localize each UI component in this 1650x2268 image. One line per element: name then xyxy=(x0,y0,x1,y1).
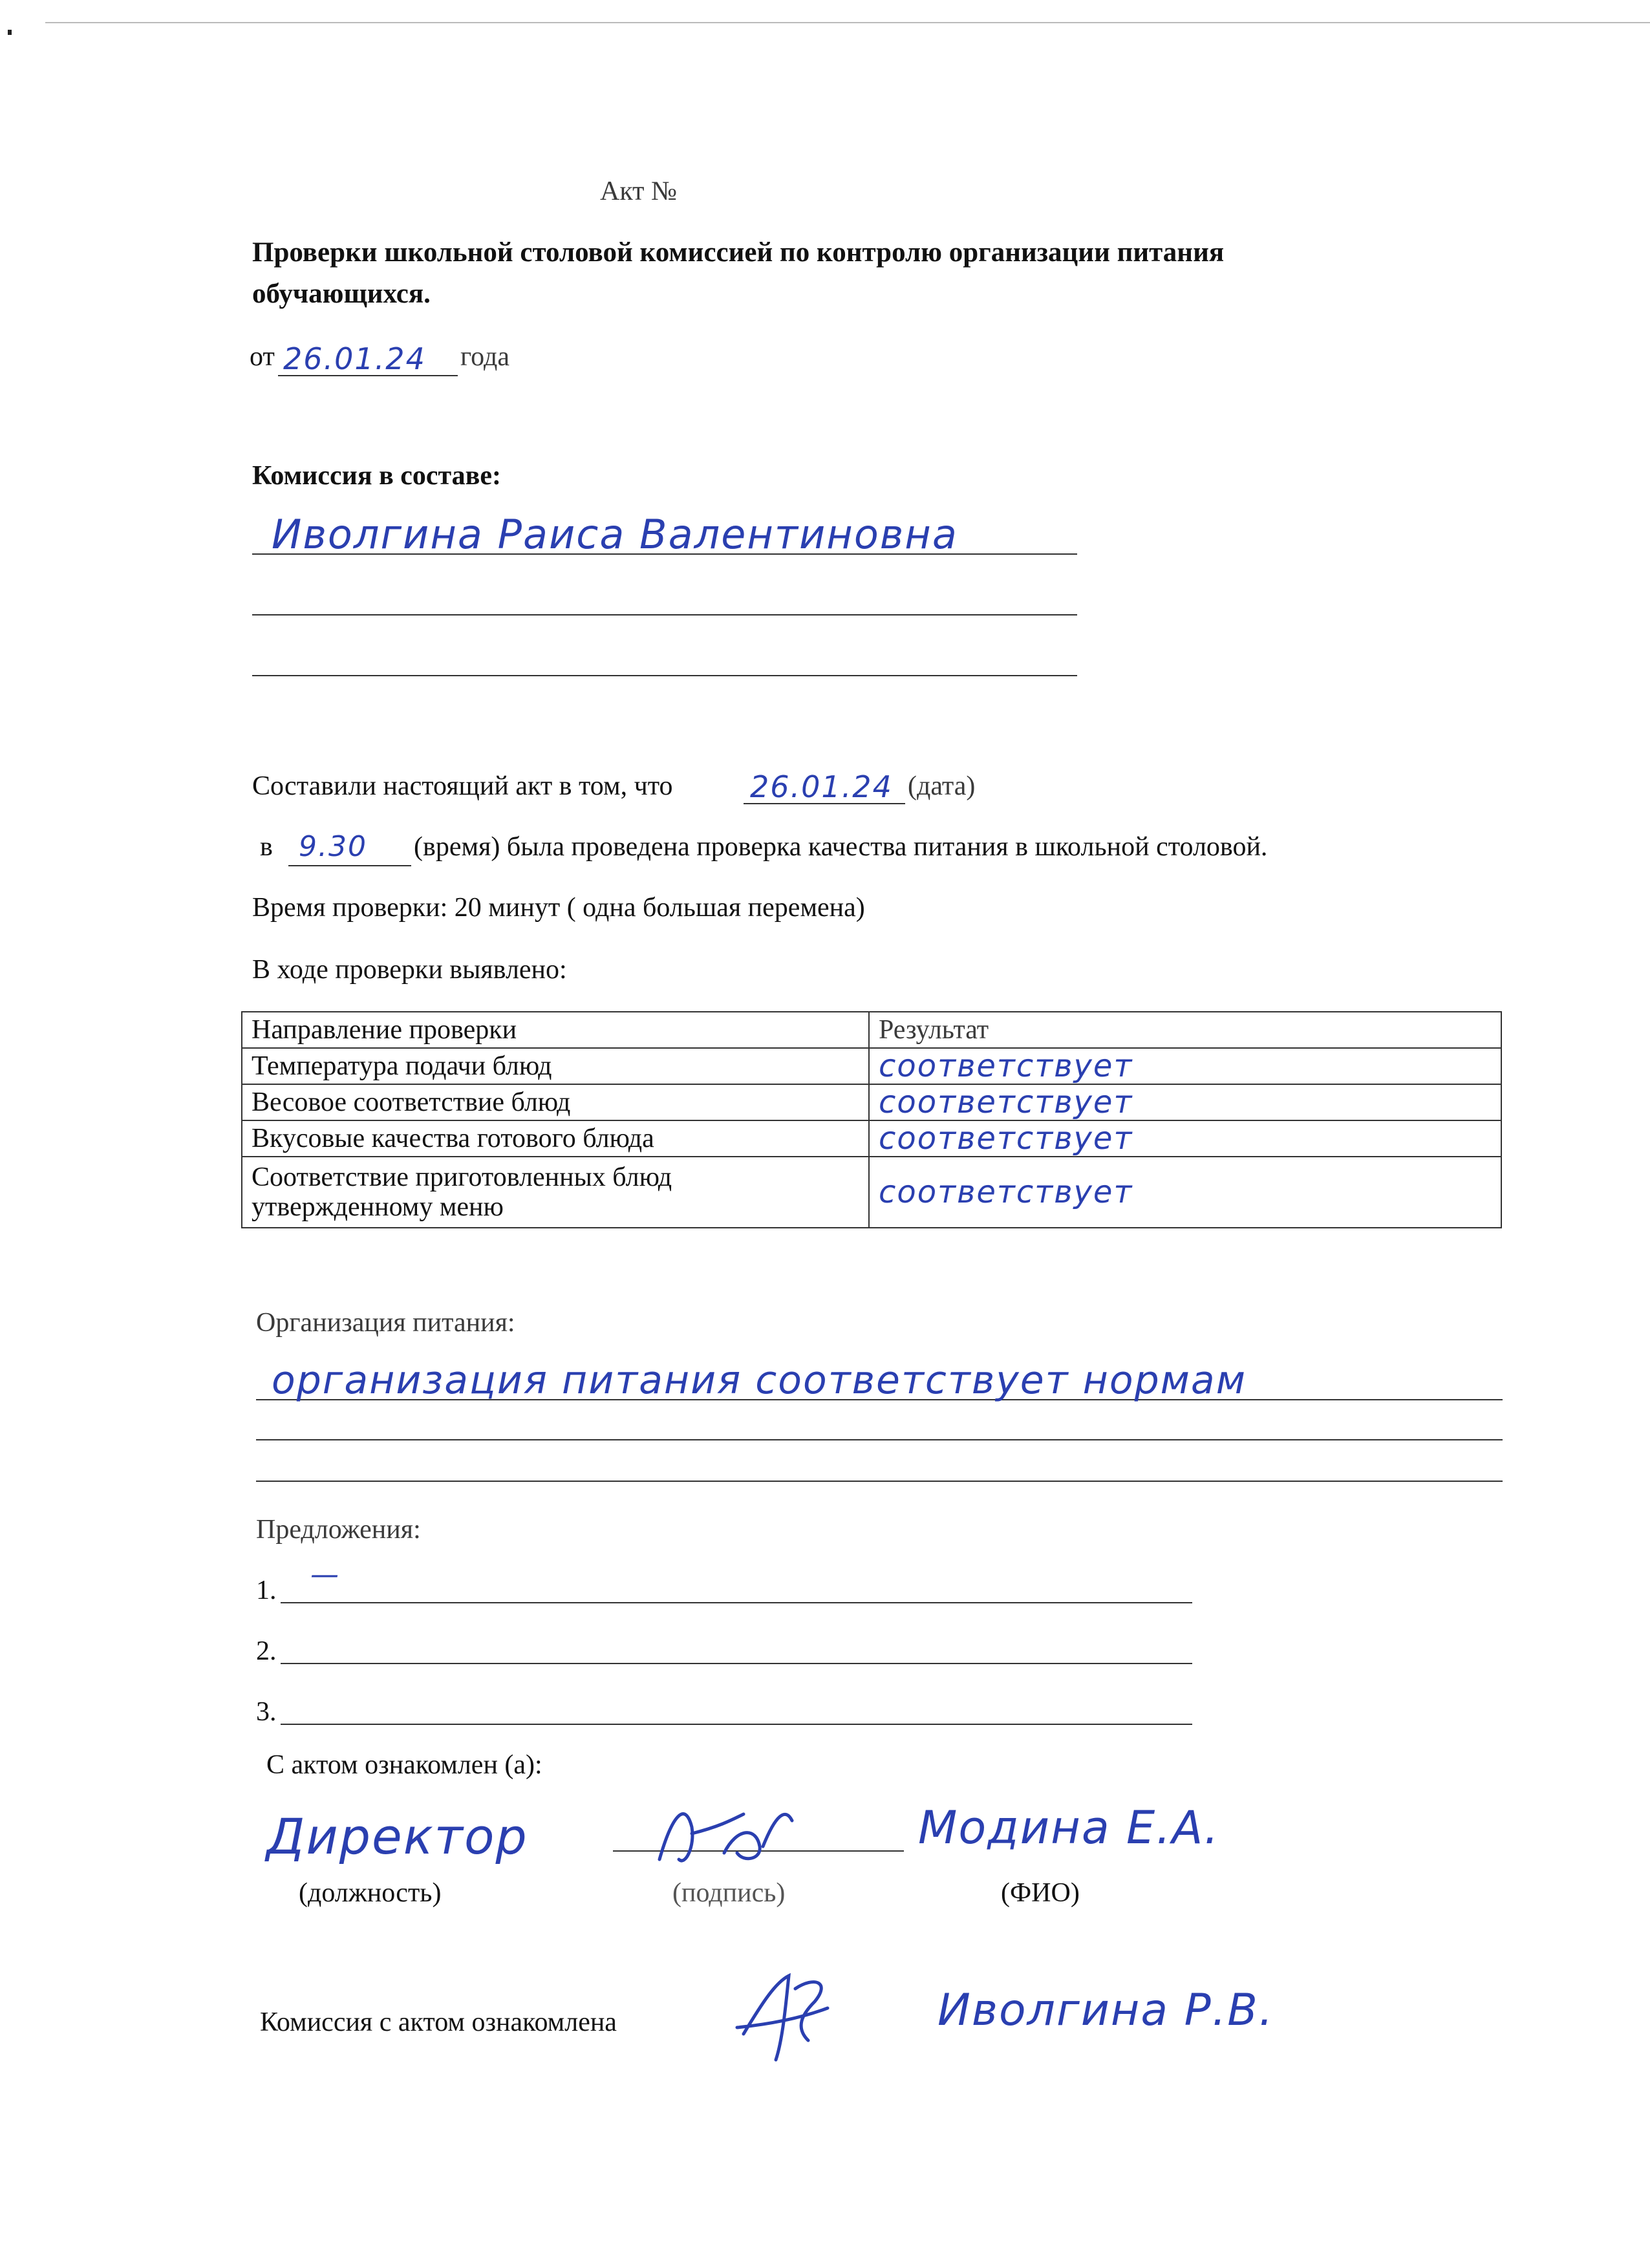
acquainted-label: С актом ознакомлен (а): xyxy=(266,1750,542,1780)
table-header-direction: Направление проверки xyxy=(242,1012,869,1048)
organization-label: Организация питания: xyxy=(256,1308,515,1338)
proposal-number: 2. xyxy=(256,1636,277,1666)
table-header-row xyxy=(242,1012,1501,1048)
commission-line-2 xyxy=(252,614,1077,615)
organization-handwritten: организация питания соответствует нормам xyxy=(272,1358,1247,1403)
commission-label: Комиссия в составе: xyxy=(252,461,501,491)
time-prefix: в xyxy=(260,832,273,862)
table-cell-item: Вкусовые качества готового блюда xyxy=(242,1120,869,1157)
organization-line-2 xyxy=(256,1439,1503,1440)
table-cell-item-line1: Соответствие приготовленных блюд xyxy=(252,1162,672,1192)
compiled-prefix: Составили настоящий акт в том, что xyxy=(252,771,673,801)
findings-table xyxy=(241,1011,1502,1228)
proposal-line xyxy=(281,1663,1192,1664)
time-underline xyxy=(288,865,411,866)
table-cell-item: Температура подачи блюд xyxy=(242,1048,869,1084)
signer-position-handwritten: Директор xyxy=(266,1808,528,1865)
date-handwritten: 26.01.24 xyxy=(283,341,426,376)
compiled-date-underline xyxy=(744,803,905,804)
act-subtitle-line1: Проверки школьной столовой комиссией по контролю организации питания xyxy=(252,237,1225,268)
signer-name-handwritten: Модина Е.А. xyxy=(918,1801,1220,1854)
proposals-label: Предложения: xyxy=(256,1515,421,1545)
table-row xyxy=(242,1120,1501,1157)
compiled-date-suffix: (дата) xyxy=(908,771,976,801)
findings-label: В ходе проверки выявлено: xyxy=(252,955,567,985)
caption-name: (ФИО) xyxy=(1001,1878,1080,1908)
check-duration: Время проверки: 20 минут ( одна большая перемена) xyxy=(252,893,865,923)
commission-line-3 xyxy=(252,675,1077,676)
commission-signature-mark xyxy=(718,1963,847,2073)
table-cell-result: соответствует xyxy=(879,1084,1133,1120)
commission-member-1: Иволгина Раиса Валентиновна xyxy=(272,511,958,558)
table-cell-item: Весовое соответствие блюд xyxy=(242,1084,869,1120)
proposal-handwritten: — xyxy=(310,1558,340,1591)
date-suffix: года xyxy=(460,342,509,372)
commission-ack-name-handwritten: Иволгина Р.В. xyxy=(938,1985,1274,2036)
table-row xyxy=(242,1048,1501,1084)
caption-signature: (подпись) xyxy=(672,1878,786,1908)
commission-ack-label: Комиссия с актом ознакомлена xyxy=(260,2007,617,2037)
date-prefix: от xyxy=(250,342,275,372)
act-title: Акт № xyxy=(600,177,678,206)
director-signature-mark xyxy=(647,1788,802,1879)
act-subtitle-line2: обучающихся. xyxy=(252,279,431,309)
table-cell-item xyxy=(242,1157,869,1228)
scan-top-edge xyxy=(45,22,1650,23)
scan-corner-mark xyxy=(8,30,12,35)
table-cell-result: соответствует xyxy=(879,1047,1133,1084)
time-handwritten: 9.30 xyxy=(299,830,367,863)
table-row xyxy=(242,1084,1501,1120)
table-header-result: Результат xyxy=(869,1012,1501,1048)
table-row xyxy=(242,1157,1501,1228)
proposal-number: 3. xyxy=(256,1697,277,1727)
proposal-number: 1. xyxy=(256,1576,277,1605)
organization-line-3 xyxy=(256,1481,1503,1482)
compiled-date-handwritten: 26.01.24 xyxy=(750,769,893,804)
table-cell-item-line2: утвержденному меню xyxy=(252,1192,504,1222)
time-suffix: (время) была проведена проверка качества питания в школьной столовой. xyxy=(414,832,1268,862)
table-cell-result: соответствует xyxy=(879,1173,1133,1210)
table-cell-result: соответствует xyxy=(879,1120,1133,1157)
proposal-line xyxy=(281,1602,1192,1603)
caption-position: (должность) xyxy=(299,1878,442,1908)
proposal-line xyxy=(281,1724,1192,1725)
